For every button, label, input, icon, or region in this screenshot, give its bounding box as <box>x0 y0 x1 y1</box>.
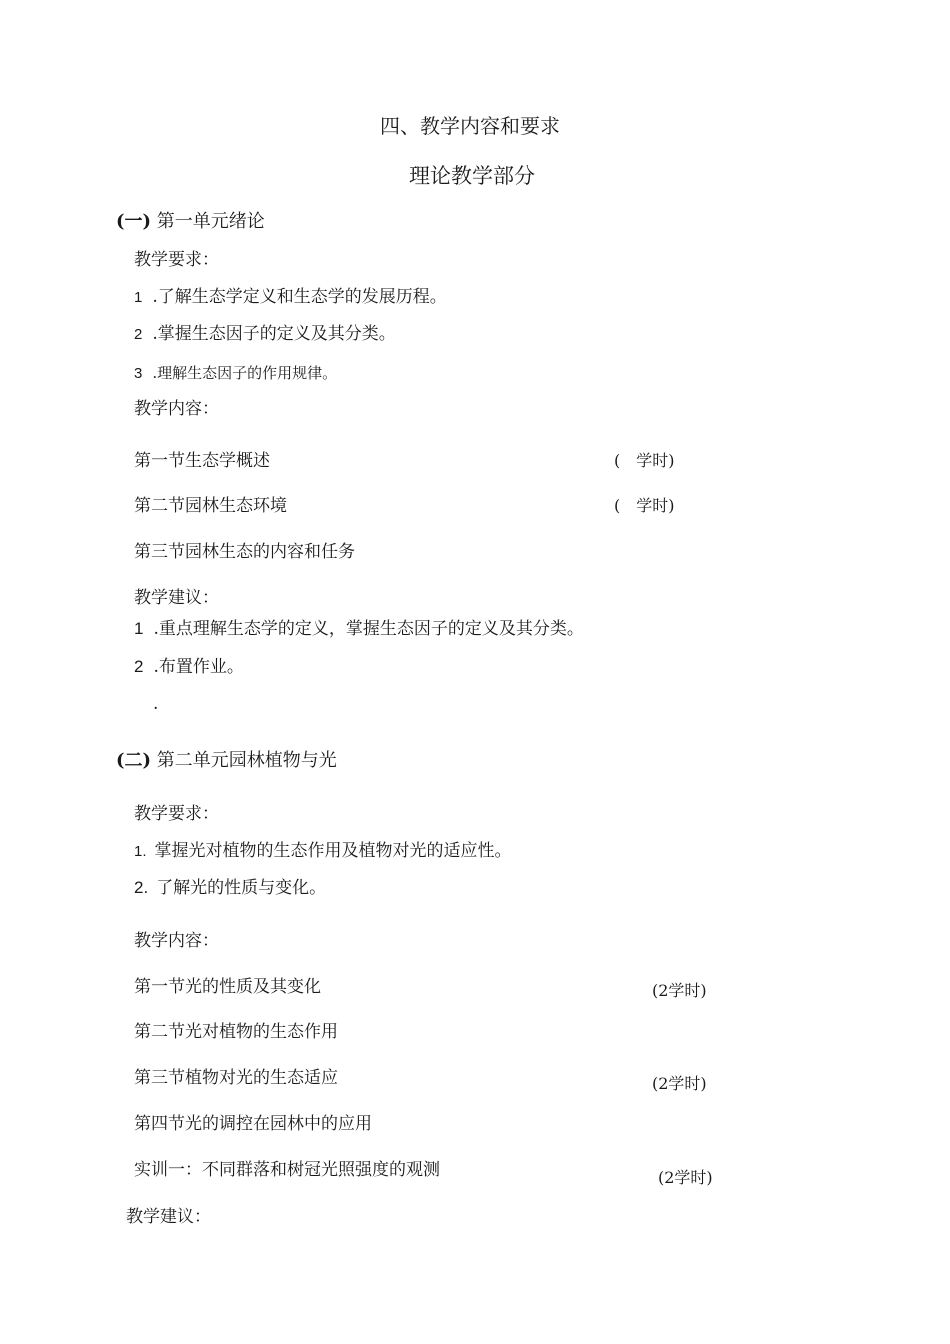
unit1-req-1 <box>134 289 447 306</box>
list-number: 3 <box>134 365 143 382</box>
unit2-heading <box>116 752 337 770</box>
unit2-section-3: 第三节植物对光的生态适应 <box>134 1068 338 1088</box>
list-number: 1 <box>134 289 143 306</box>
unit2-req-label: 教学要求： <box>134 804 219 824</box>
unit1-section-3: 第三节园林生态的内容和任务 <box>134 542 355 562</box>
unit2-req-2 <box>134 879 326 897</box>
list-text: .布置作业。 <box>153 657 244 677</box>
unit1-title: 第一单元绪论 <box>156 211 265 232</box>
section-heading: 四、教学内容和要求 <box>380 114 560 138</box>
unit2-marker: (二) <box>116 750 152 771</box>
unit1-req-label: 教学要求： <box>134 250 219 270</box>
list-number: 2 <box>134 657 144 676</box>
unit2-content-label: 教学内容： <box>134 931 219 951</box>
unit1-heading <box>116 213 265 231</box>
part-heading: 理论教学部分 <box>409 164 535 188</box>
list-text: .掌握生态因子的定义及其分类。 <box>152 324 396 344</box>
unit2-section-1-hours: (2学时) <box>652 981 707 1000</box>
unit2-section-2: 第二节光对植物的生态作用 <box>134 1022 338 1042</box>
unit1-marker: (一) <box>116 211 152 232</box>
list-text: 掌握光对植物的生态作用及植物对光的适应性。 <box>154 841 512 861</box>
unit1-section-1-hours: ( 学时) <box>614 451 675 470</box>
unit2-section-5: 实训一：不同群落和树冠光照强度的观测 <box>134 1160 440 1180</box>
unit2-req-1 <box>134 843 512 860</box>
unit1-advice-1 <box>134 620 584 638</box>
unit2-advice-label: 教学建议： <box>126 1207 211 1227</box>
unit1-advice-2 <box>134 658 244 676</box>
unit1-section-2: 第二节园林生态环境 <box>134 496 287 516</box>
unit1-req-2 <box>134 326 396 343</box>
list-number: 2. <box>134 878 149 897</box>
list-text: 了解光的性质与变化。 <box>156 878 327 898</box>
unit1-content-label: 教学内容： <box>134 399 219 419</box>
unit2-section-3-hours: (2学时) <box>652 1074 707 1093</box>
list-text: .理解生态因子的作用规律。 <box>152 364 338 382</box>
list-number: 2 <box>134 326 143 343</box>
unit2-section-5-hours: (2学时) <box>658 1168 713 1187</box>
unit1-req-3 <box>134 366 337 381</box>
stray-dot: . <box>153 694 159 714</box>
unit2-section-4: 第四节光的调控在园林中的应用 <box>134 1114 372 1134</box>
unit2-title: 第二单元园林植物与光 <box>156 750 337 771</box>
unit1-section-2-hours: ( 学时) <box>614 496 675 515</box>
list-number: 1 <box>134 619 144 638</box>
list-text: .重点理解生态学的定义，掌握生态因子的定义及其分类。 <box>153 619 584 639</box>
unit2-section-1: 第一节光的性质及其变化 <box>134 977 321 997</box>
list-number: 1. <box>134 843 147 860</box>
unit1-section-1: 第一节生态学概述 <box>134 451 270 471</box>
list-text: .了解生态学定义和生态学的发展历程。 <box>152 287 447 307</box>
unit1-advice-label: 教学建议： <box>134 588 219 608</box>
